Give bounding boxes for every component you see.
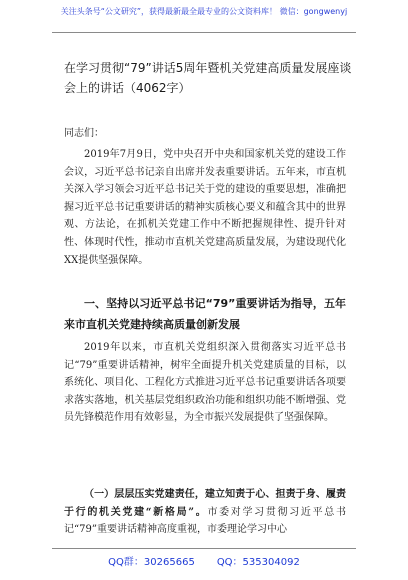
paragraph-section-1: 2019年以来，市直机关党组织深入贯彻落实习近平总书记“79”重要讲话精神，树牢全面提升机关党建质量的目标，以系统化、项目化、工程化方式推进习近平总书记重要讲话各项要求落实落地，机关基层党组织政治功能和组织功能不断增强、党员先锋模范作用有效彰显，为全市振兴发展提供了坚强保障。 xyxy=(64,342,346,424)
salutation: 同志们： xyxy=(64,128,104,139)
contact-footer xyxy=(0,553,408,568)
paragraph-intro: 2019年7月9日，党中央召开中央和国家机关党的建设工作会议，习近平总书记亲自出席并发表重要讲话。五年来，市直机关深入学习领会习近平总书记关于党的建设的重要思想，准确把握习近平总书记重要讲话的精神实质核心要义和蕴含其中的世界观、方法论，在抓机关党建工作中不断把握规律性、提升针对性、体现时代性，推动市直机关党建高质量发展，为建设现代化XX提供坚强保障。 xyxy=(64,149,346,266)
footer-divider xyxy=(52,548,356,549)
paragraph-subsection-1 xyxy=(64,486,346,539)
qq-contact: QQ：535304092 xyxy=(216,557,300,568)
header-divider xyxy=(52,32,356,33)
subsection-text: 市委对学习贯彻习近平总书记“79”重要讲话精神高度重视，市委理论学习中心 xyxy=(64,506,346,536)
subsection-heading: （一）层层压实党建责任，建立知责于心、担责于身、履责于行的机关党建“新格局”。 xyxy=(64,489,346,518)
qq-group: QQ群：30265665 xyxy=(108,557,195,568)
section-heading-1: 一、坚持以习近平总书记“79”重要讲话为指导，五年来市直机关党建持续高质量创新发展 xyxy=(64,297,346,331)
promo-banner: 关注头条号“公文研究”，获得最新最全最专业的公文资料库！ 微信：gongwenyj xyxy=(60,7,348,16)
document-title: 在学习贯彻“79”讲话5周年暨机关党建高质量发展座谈会上的讲话（4062字） xyxy=(64,61,352,95)
